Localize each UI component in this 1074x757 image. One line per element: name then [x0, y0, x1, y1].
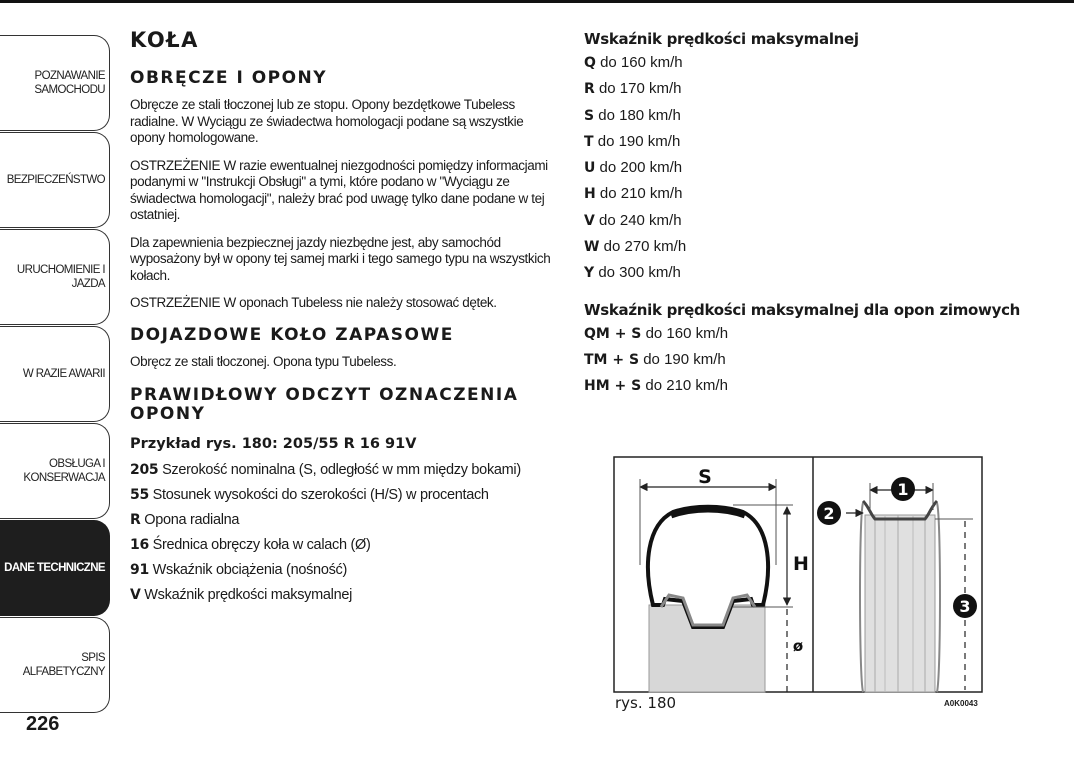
list-item: 55 Stosunek wysokości do szerokości (H/S) w procentach — [130, 487, 489, 503]
list-item: Y do 300 km/h — [584, 264, 681, 282]
list-item: W do 270 km/h — [584, 238, 687, 256]
speed-index-heading: Wskaźnik prędkości maksymalnej — [584, 30, 859, 48]
list-item: 91 Wskaźnik obciążenia (nośność) — [130, 562, 348, 578]
page-title: KOŁA — [130, 28, 199, 52]
callout-2 — [817, 501, 841, 525]
list-item: T do 190 km/h — [584, 132, 681, 150]
list-item: TM + S do 190 km/h — [584, 350, 726, 368]
example-heading: Przykład rys. 180: 205/55 R 16 91V — [130, 436, 417, 452]
section-heading-rims-tyres: OBRĘCZE I OPONY — [130, 68, 328, 88]
marking-list — [130, 458, 560, 608]
paragraph: Obręcz ze stali tłoczonej. Opona typu Tubeless. — [130, 353, 397, 369]
section-heading-spare-wheel: DOJAZDOWE KOŁO ZAPASOWE — [130, 324, 454, 345]
main-column — [130, 28, 560, 608]
svg-text:3: 3 — [959, 597, 971, 616]
tyre-diagram — [613, 455, 983, 695]
winter-speed-list — [584, 321, 1054, 400]
list-item: R do 170 km/h — [584, 80, 682, 98]
list-item: V do 240 km/h — [584, 211, 682, 229]
tab-poznawanie-samochodu[interactable]: POZNAWANIE SAMOCHODU — [0, 35, 110, 131]
tab-spis-alfabetyczny[interactable]: SPIS ALFABETYCZNY — [0, 617, 110, 713]
winter-speed-heading: Wskaźnik prędkości maksymalnej dla opon zimowych — [584, 300, 1021, 319]
tab-w-razie-awarii[interactable]: W RAZIE AWARII — [0, 326, 110, 422]
tyre-section — [648, 507, 768, 692]
speed-column — [584, 30, 1054, 400]
svg-text:1: 1 — [897, 480, 909, 499]
section-heading-tyre-marking: PRAWIDŁOWY ODCZYT OZNACZENIA OPONY — [130, 385, 519, 424]
figure-caption: rys. 180 — [615, 694, 677, 712]
list-item: HM + S do 210 km/h — [584, 377, 728, 395]
list-item: Q do 160 km/h — [584, 54, 683, 71]
list-item: QM + S do 160 km/h — [584, 324, 729, 342]
top-rule — [0, 0, 1074, 3]
list-item: 205 Szerokość nominalna (S, odległość w mm między bokami) — [130, 462, 521, 478]
speed-list — [584, 50, 1054, 287]
page-number: 226 — [26, 713, 60, 735]
list-item: R Opona radialna — [130, 512, 240, 528]
list-item: V Wskaźnik prędkości maksymalnej — [130, 587, 353, 603]
warning-paragraph: OSTRZEŻENIE W razie ewentualnej niezgodności pomiędzy informacjami podanymi w "Instrukcji Obsługi" a tymi, które podano w "Wyciągu ze świadectwa homologacji", należy brać pod uwagę tylko dane podane w tej ostatniej. — [130, 157, 548, 222]
list-item: U do 200 km/h — [584, 159, 683, 177]
width-label: S — [698, 466, 712, 488]
tab-uruchomienie-i-jazda[interactable]: URUCHOMIENIE I JAZDA — [0, 229, 110, 325]
tab-bezpieczenstwo[interactable]: BEZPIECZEŃSTWO — [0, 132, 110, 228]
list-item: H do 210 km/h — [584, 185, 683, 203]
diameter-label: ø — [792, 637, 804, 655]
list-item: 16 Średnica obręczy koła w calach (Ø) — [130, 537, 371, 553]
callout-3 — [953, 594, 977, 618]
callout-1 — [891, 477, 915, 501]
rim-profile — [860, 501, 940, 692]
list-item: S do 180 km/h — [584, 106, 681, 124]
height-label: H — [793, 553, 809, 575]
figure-code: A0K0043 — [944, 699, 978, 708]
paragraph: Dla zapewnienia bezpiecznej jazdy niezbędne jest, aby samochód wyposażony był w opony tej samej marki i tego samego typu na wszystkich kołach. — [130, 234, 551, 283]
svg-text:2: 2 — [823, 504, 835, 523]
tab-dane-techniczne[interactable]: DANE TECHNICZNE — [0, 520, 110, 616]
paragraph: Obręcze ze stali tłoczonej lub ze stopu. Opony bezdętkowe Tubeless radialne. W Wyciągu ze świadectwa homologacji podane są wszystkie opony homologowane. — [130, 97, 524, 145]
warning-paragraph: OSTRZEŻENIE W oponach Tubeless nie należy stosować dętek. — [130, 295, 497, 310]
tab-obsluga-i-konserwacja[interactable]: OBSŁUGA I KONSERWACJA — [0, 423, 110, 519]
